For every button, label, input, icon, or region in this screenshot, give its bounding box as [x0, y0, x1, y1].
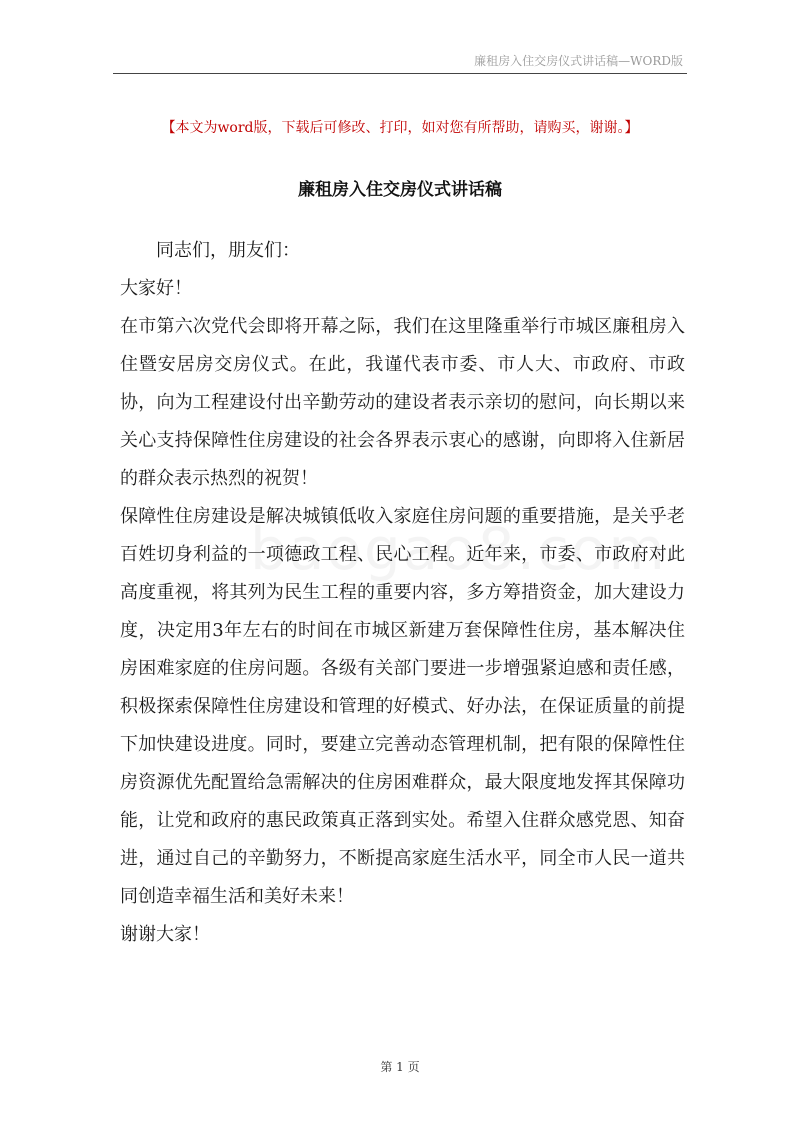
closing-paragraph: 谢谢大家！: [120, 924, 210, 945]
document-body: [120, 232, 685, 954]
running-header: 廉租房入住交房仪式讲话稿—WORD版: [474, 54, 683, 68]
word-version-notice: 【本文为word版，下载后可修改、打印，如对您有所帮助，请购买，谢谢。】: [161, 120, 639, 136]
header-divider: [113, 73, 687, 74]
body-paragraph: 保障性住房建设是解决城镇低收入家庭住房问题的重要措施，是关乎老百姓切身利益的一项德政工程、民心工程。近年来，市委、市政府对此高度重视，将其列为民生工程的重要内容，多方筹措资金，加大建设力度，决定用3年左右的时间在市城区新建万套保障性住房，基本解决住房困难家庭的住房问题。各级有关部门要进一步增强紧迫感和责任感，积极探索保障性住房建设和管理的好模式、好办法，在保证质量的前提下加快建设进度。同时，要建立完善动态管理机制，把有限的保障性住房资源优先配置给急需解决的住房困难群众，最大限度地发挥其保障功能，让党和政府的惠民政策真正落到实处。希望入住群众感党恩、知奋进，通过自己的辛勤努力，不断提高家庭生活水平，同全市人民一道共同创造幸福生活和美好未来！: [120, 506, 685, 907]
salutation-paragraph: 同志们，朋友们：: [156, 240, 300, 261]
document-title: 廉租房入住交房仪式讲话稿: [298, 180, 502, 200]
page-number: 第 1 页: [380, 1060, 420, 1074]
body-paragraph: 在市第六次党代会即将开幕之际，我们在这里隆重举行市城区廉租房入住暨安居房交房仪式。在此，我谨代表市委、市人大、市政府、市政协，向为工程建设付出辛勤劳动的建设者表示亲切的慰问，向长期以来关心支持保障性住房建设的社会各界表示衷心的感谢，向即将入住新居的群众表示热烈的祝贺！: [120, 316, 685, 489]
greeting-paragraph: 大家好！: [120, 278, 192, 299]
